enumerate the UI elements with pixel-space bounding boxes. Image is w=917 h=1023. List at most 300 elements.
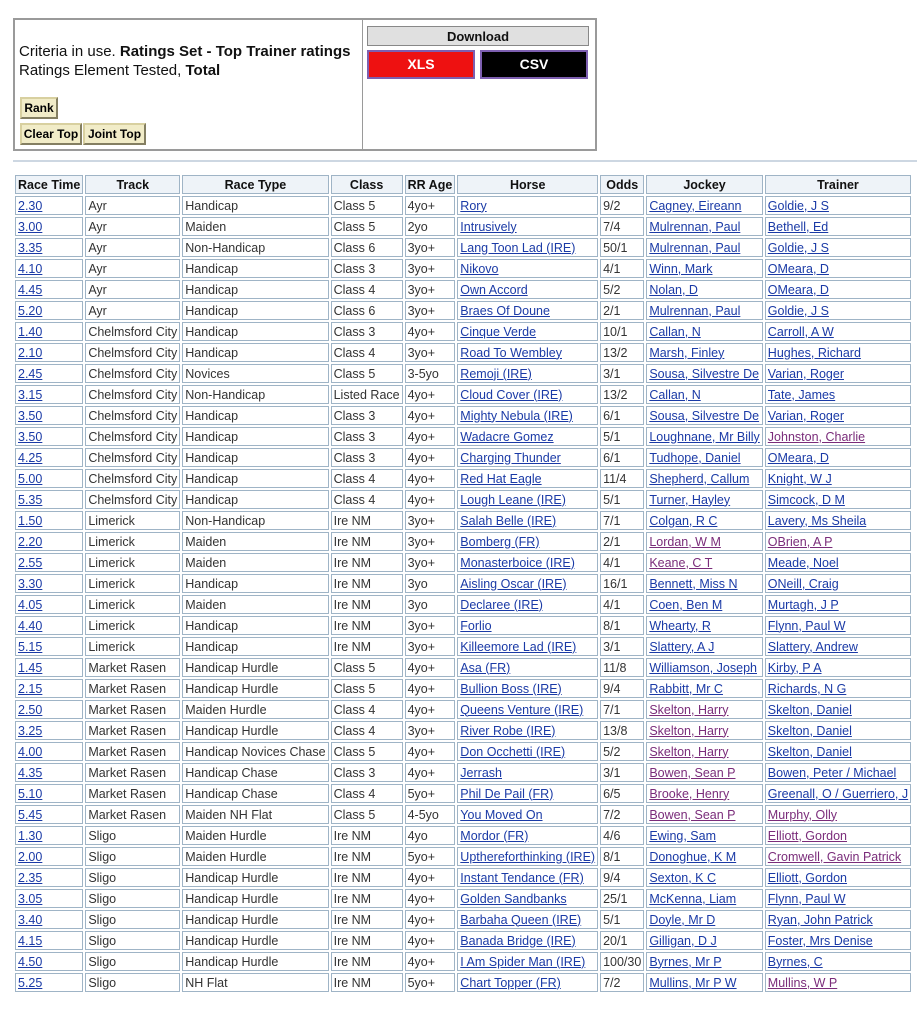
race-time-link[interactable]: 2.20 [18,534,43,549]
cell-odds: 4/1 [600,553,644,572]
cell-odds: 5/1 [600,910,644,929]
race-time-link[interactable]: 5.15 [18,639,43,654]
horse-link[interactable]: Mighty Nebula (IRE) [460,408,573,423]
horse-link[interactable]: Mordor (FR) [460,828,529,843]
trainer-link[interactable]: Skelton, Daniel [767,744,852,759]
race-time-link[interactable]: 5.25 [18,975,43,990]
header-odds[interactable]: Odds [600,175,644,194]
cell-jockey [646,511,762,530]
trainer-link[interactable]: Bethell, Ed [767,219,829,234]
jockey-link[interactable]: Donoghue, K M [649,849,737,864]
horse-link[interactable]: Asa (FR) [460,660,511,675]
cell-horse [457,721,598,740]
jockey-link[interactable]: Winn, Mark [649,261,713,276]
race-time-link[interactable]: 4.25 [18,450,43,465]
cell-track: Market Rasen [85,700,180,719]
cell-trainer [765,721,911,740]
cell-rr-age: 4yo+ [405,910,456,929]
trainer-link[interactable]: Varian, Roger [767,408,844,423]
trainer-link[interactable]: Hughes, Richard [767,345,861,360]
trainer-link[interactable]: Meade, Noel [767,555,839,570]
jockey-link[interactable]: Sexton, K C [649,870,717,885]
table-row [15,574,911,593]
cell-horse [457,616,598,635]
cell-class: Ire NM [331,952,403,971]
joint-top-button[interactable]: Joint Top [83,123,146,145]
horse-link[interactable]: Banada Bridge (IRE) [460,933,576,948]
clear-top-button[interactable]: Clear Top [20,123,82,145]
trainer-link[interactable]: Kirby, P A [767,660,822,675]
jockey-link[interactable]: Shepherd, Callum [649,471,750,486]
cell-jockey [646,448,762,467]
race-time-link[interactable]: 1.45 [18,660,43,675]
cell-race-time [15,406,83,425]
cell-race-type: Handicap [182,490,328,509]
trainer-link[interactable]: Mullins, W P [767,975,838,990]
race-time-link[interactable]: 4.45 [18,282,43,297]
horse-link[interactable]: Monasterboice (IRE) [460,555,575,570]
cell-rr-age: 4yo+ [405,427,456,446]
cell-odds: 13/8 [600,721,644,740]
jockey-link[interactable]: Loughnane, Mr Billy [649,429,760,444]
horse-link[interactable]: Rory [460,198,487,213]
header-trainer[interactable]: Trainer [765,175,911,194]
table-row [15,406,911,425]
jockey-link[interactable]: Mulrennan, Paul [649,303,741,318]
cell-horse [457,595,598,614]
header-rr-age[interactable]: RR Age [405,175,456,194]
horse-link[interactable]: Instant Tendance (FR) [460,870,584,885]
trainer-link[interactable]: OMeara, D [767,261,829,276]
race-time-link[interactable]: 2.45 [18,366,43,381]
cell-class: Ire NM [331,826,403,845]
race-time-link[interactable]: 2.15 [18,681,43,696]
race-time-link[interactable]: 5.45 [18,807,43,822]
cell-rr-age: 4yo+ [405,763,456,782]
horse-link[interactable]: Remoji (IRE) [460,366,532,381]
cell-horse [457,427,598,446]
race-time-link[interactable]: 5.00 [18,471,43,486]
cell-horse [457,700,598,719]
race-time-link[interactable]: 4.40 [18,618,43,633]
cell-horse [457,196,598,215]
jockey-link[interactable]: Brooke, Henry [649,786,730,801]
horse-link[interactable]: Wadacre Gomez [460,429,554,444]
jockey-link[interactable]: Cagney, Eireann [649,198,742,213]
cell-odds: 11/4 [600,469,644,488]
trainer-link[interactable]: Murtagh, J P [767,597,839,612]
jockey-link[interactable]: Keane, C T [649,555,713,570]
cell-class: Class 3 [331,427,403,446]
cell-odds: 9/4 [600,679,644,698]
criteria-text [19,42,350,80]
horse-link[interactable]: Cloud Cover (IRE) [460,387,563,402]
jockey-link[interactable]: Callan, N [649,324,701,339]
cell-class: Class 5 [331,196,403,215]
jockey-link[interactable]: Turner, Hayley [649,492,731,507]
horse-link[interactable]: You Moved On [460,807,543,822]
cell-jockey [646,742,762,761]
trainer-link[interactable]: Greenall, O / Guerriero, J [767,786,909,801]
cell-class: Class 5 [331,217,403,236]
jockey-link[interactable]: Mulrennan, Paul [649,219,741,234]
cell-trainer [765,868,911,887]
header-track[interactable]: Track [85,175,180,194]
trainer-link[interactable]: Ryan, John Patrick [767,912,873,927]
race-time-link[interactable]: 4.05 [18,597,43,612]
jockey-link[interactable]: Marsh, Finley [649,345,725,360]
cell-race-type: Non-Handicap [182,385,328,404]
horse-link[interactable]: Charging Thunder [460,450,561,465]
header-jockey[interactable]: Jockey [646,175,762,194]
trainer-link[interactable]: OMeara, D [767,450,829,465]
cell-track: Sligo [85,826,180,845]
race-time-link[interactable]: 3.30 [18,576,43,591]
jockey-link[interactable]: Nolan, D [649,282,698,297]
cell-track: Ayr [85,217,180,236]
jockey-link[interactable]: Ewing, Sam [649,828,717,843]
horse-link[interactable]: Queens Venture (IRE) [460,702,584,717]
horse-link[interactable]: Jerrash [460,765,502,780]
race-time-link[interactable]: 3.50 [18,408,43,423]
cell-class: Class 4 [331,469,403,488]
horse-link[interactable]: Own Accord [460,282,528,297]
cell-odds: 50/1 [600,238,644,257]
horse-link[interactable]: Chart Topper (FR) [460,975,561,990]
trainer-link[interactable]: Cromwell, Gavin Patrick [767,849,902,864]
horse-link[interactable]: Barbaha Queen (IRE) [460,912,582,927]
cell-race-time [15,427,83,446]
jockey-link[interactable]: Bowen, Sean P [649,765,736,780]
jockey-link[interactable]: Whearty, R [649,618,711,633]
trainer-link[interactable]: Murphy, Olly [767,807,838,822]
cell-race-time [15,196,83,215]
trainer-link[interactable]: Foster, Mrs Denise [767,933,873,948]
cell-race-time [15,469,83,488]
horse-link[interactable]: Aisling Oscar (IRE) [460,576,567,591]
cell-rr-age: 3yo [405,595,456,614]
horse-link[interactable]: Braes Of Doune [460,303,550,318]
horse-link[interactable]: Forlio [460,618,492,633]
race-time-link[interactable]: 4.35 [18,765,43,780]
cell-race-type: Handicap Novices Chase [182,742,328,761]
header-class[interactable]: Class [331,175,403,194]
race-time-link[interactable]: 2.55 [18,555,43,570]
cell-race-type: Handicap Hurdle [182,931,328,950]
cell-odds: 3/1 [600,763,644,782]
cell-odds: 9/4 [600,868,644,887]
cell-track: Chelmsford City [85,490,180,509]
jockey-link[interactable]: Colgan, R C [649,513,718,528]
cell-rr-age: 4yo+ [405,679,456,698]
cell-track: Sligo [85,889,180,908]
header-horse[interactable]: Horse [457,175,598,194]
jockey-link[interactable]: Lordan, W M [649,534,721,549]
trainer-link[interactable]: Goldie, J S [767,198,829,213]
cell-jockey [646,889,762,908]
trainer-link[interactable]: Simcock, D M [767,492,845,507]
xls-download-button[interactable]: XLS [367,50,475,79]
trainer-link[interactable]: Byrnes, C [767,954,823,969]
cell-track: Sligo [85,931,180,950]
jockey-link[interactable]: Gilligan, D J [649,933,717,948]
jockey-link[interactable]: Williamson, Joseph [649,660,757,675]
table-row [15,679,911,698]
jockey-link[interactable]: Bennett, Miss N [649,576,738,591]
cell-horse [457,364,598,383]
race-time-link[interactable]: 3.05 [18,891,43,906]
cell-race-type: Handicap [182,427,328,446]
cell-jockey [646,490,762,509]
table-row [15,868,911,887]
cell-trainer [765,280,911,299]
jockey-link[interactable]: Tudhope, Daniel [649,450,741,465]
cell-odds: 6/1 [600,406,644,425]
jockey-link[interactable]: Skelton, Harry [649,744,729,759]
cell-race-type: Maiden [182,553,328,572]
cell-odds: 10/1 [600,322,644,341]
race-time-link[interactable]: 4.15 [18,933,43,948]
cell-odds: 25/1 [600,889,644,908]
cell-track: Market Rasen [85,721,180,740]
cell-jockey [646,721,762,740]
race-time-link[interactable]: 4.50 [18,954,43,969]
cell-track: Sligo [85,952,180,971]
cell-race-time [15,763,83,782]
table-row [15,784,911,803]
cell-trainer [765,406,911,425]
race-time-link[interactable]: 1.50 [18,513,43,528]
trainer-link[interactable]: Goldie, J S [767,303,829,318]
race-time-link[interactable]: 2.00 [18,849,43,864]
horse-link[interactable]: Killeemore Lad (IRE) [460,639,577,654]
race-time-link[interactable]: 1.30 [18,828,43,843]
horse-link[interactable]: Golden Sandbanks [460,891,567,906]
cell-trainer [765,301,911,320]
race-time-link[interactable]: 1.40 [18,324,43,339]
cell-horse [457,973,598,992]
cell-odds: 2/1 [600,301,644,320]
race-time-link[interactable]: 5.35 [18,492,43,507]
cell-horse [457,868,598,887]
cell-race-type: Handicap [182,406,328,425]
trainer-link[interactable]: ONeill, Craig [767,576,839,591]
cell-odds: 4/1 [600,595,644,614]
jockey-link[interactable]: Mullins, Mr P W [649,975,737,990]
cell-rr-age: 4yo+ [405,868,456,887]
cell-rr-age: 3yo+ [405,511,456,530]
trainer-link[interactable]: Skelton, Daniel [767,702,852,717]
table-row [15,196,911,215]
trainer-link[interactable]: Carroll, A W [767,324,834,339]
jockey-link[interactable]: Byrnes, Mr P [649,954,722,969]
race-time-link[interactable]: 3.40 [18,912,43,927]
horse-link[interactable]: Phil De Pail (FR) [460,786,554,801]
cell-class: Class 6 [331,238,403,257]
horse-link[interactable]: Road To Wembley [460,345,562,360]
cell-race-time [15,721,83,740]
table-row [15,700,911,719]
cell-trainer [765,910,911,929]
table-row [15,952,911,971]
jockey-link[interactable]: Bowen, Sean P [649,807,736,822]
cell-race-type: Handicap Hurdle [182,721,328,740]
cell-odds: 6/1 [600,448,644,467]
race-time-link[interactable]: 2.50 [18,702,43,717]
cell-jockey [646,868,762,887]
download-section [363,20,595,82]
horse-link[interactable]: Lang Toon Lad (IRE) [460,240,576,255]
cell-rr-age: 4yo+ [405,931,456,950]
trainer-link[interactable]: Elliott, Gordon [767,870,848,885]
horse-link[interactable]: Bullion Boss (IRE) [460,681,562,696]
cell-race-time [15,658,83,677]
cell-trainer [765,427,911,446]
trainer-link[interactable]: Johnston, Charlie [767,429,866,444]
race-time-link[interactable]: 3.35 [18,240,43,255]
cell-class: Ire NM [331,889,403,908]
cell-race-time [15,973,83,992]
cell-rr-age: 4yo+ [405,742,456,761]
trainer-link[interactable]: Goldie, J S [767,240,829,255]
race-time-link[interactable]: 4.00 [18,744,43,759]
cell-trainer [765,973,911,992]
horse-link[interactable]: I Am Spider Man (IRE) [460,954,586,969]
race-time-link[interactable]: 5.20 [18,303,43,318]
race-time-link[interactable]: 4.10 [18,261,43,276]
trainer-link[interactable]: OBrien, A P [767,534,833,549]
cell-race-time [15,364,83,383]
cell-class: Ire NM [331,532,403,551]
cell-trainer [765,595,911,614]
trainer-link[interactable]: Tate, James [767,387,836,402]
trainer-link[interactable]: OMeara, D [767,282,829,297]
cell-race-time [15,784,83,803]
table-row [15,532,911,551]
cell-race-type: Handicap Chase [182,784,328,803]
cell-horse [457,259,598,278]
jockey-link[interactable]: Mulrennan, Paul [649,240,741,255]
horse-link[interactable]: Bomberg (FR) [460,534,540,549]
cell-trainer [765,952,911,971]
trainer-link[interactable]: Varian, Roger [767,366,844,381]
cell-race-time [15,448,83,467]
cell-odds: 3/1 [600,364,644,383]
cell-trainer [765,889,911,908]
cell-race-type: Handicap [182,616,328,635]
rank-button[interactable]: Rank [20,97,58,119]
jockey-link[interactable]: Sousa, Silvestre De [649,408,760,423]
cell-track: Chelmsford City [85,385,180,404]
trainer-link[interactable]: Lavery, Ms Sheila [767,513,867,528]
cell-track: Ayr [85,238,180,257]
jockey-link[interactable]: Slattery, A J [649,639,715,654]
cell-horse [457,511,598,530]
race-time-link[interactable]: 3.00 [18,219,43,234]
cell-rr-age: 3-5yo [405,364,456,383]
jockey-link[interactable]: Coen, Ben M [649,597,723,612]
cell-race-time [15,679,83,698]
trainer-link[interactable]: Slattery, Andrew [767,639,858,654]
cell-track: Limerick [85,511,180,530]
jockey-link[interactable]: Rabbitt, Mr C [649,681,723,696]
cell-jockey [646,826,762,845]
header-race-type[interactable]: Race Type [182,175,328,194]
race-time-link[interactable]: 2.30 [18,198,43,213]
cell-race-time [15,889,83,908]
cell-rr-age: 4yo+ [405,469,456,488]
cell-rr-age: 4yo [405,826,456,845]
jockey-link[interactable]: Doyle, Mr D [649,912,716,927]
cell-race-time [15,742,83,761]
race-time-link[interactable]: 2.35 [18,870,43,885]
horse-link[interactable]: Nikovo [460,261,499,276]
trainer-link[interactable]: Flynn, Paul W [767,891,846,906]
cell-race-type: Handicap Hurdle [182,658,328,677]
cell-rr-age: 4yo+ [405,889,456,908]
race-time-link[interactable]: 2.10 [18,345,43,360]
horse-link[interactable]: Intrusively [460,219,517,234]
jockey-link[interactable]: Skelton, Harry [649,702,729,717]
table-row [15,658,911,677]
race-time-link[interactable]: 3.25 [18,723,43,738]
cell-race-time [15,805,83,824]
trainer-link[interactable]: Skelton, Daniel [767,723,852,738]
horse-link[interactable]: River Robe (IRE) [460,723,556,738]
cell-jockey [646,385,762,404]
trainer-link[interactable]: Bowen, Peter / Michael [767,765,897,780]
trainer-link[interactable]: Flynn, Paul W [767,618,846,633]
horse-link[interactable]: Lough Leane (IRE) [460,492,566,507]
cell-race-time [15,217,83,236]
horse-link[interactable]: Cinque Verde [460,324,537,339]
race-time-link[interactable]: 3.15 [18,387,43,402]
cell-race-time [15,931,83,950]
cell-jockey [646,805,762,824]
cell-race-type: Maiden Hurdle [182,700,328,719]
cell-class: Ire NM [331,574,403,593]
jockey-link[interactable]: Skelton, Harry [649,723,729,738]
cell-track: Market Rasen [85,742,180,761]
jockey-link[interactable]: Sousa, Silvestre De [649,366,760,381]
csv-download-button[interactable]: CSV [480,50,588,79]
cell-jockey [646,679,762,698]
horse-link[interactable]: Salah Belle (IRE) [460,513,557,528]
cell-odds: 5/2 [600,280,644,299]
jockey-link[interactable]: McKenna, Liam [649,891,737,906]
cell-track: Chelmsford City [85,406,180,425]
horse-link[interactable]: Red Hat Eagle [460,471,542,486]
race-time-link[interactable]: 5.10 [18,786,43,801]
jockey-link[interactable]: Callan, N [649,387,701,402]
header-race-time[interactable]: Race Time [15,175,83,194]
cell-trainer [765,637,911,656]
cell-rr-age: 3yo+ [405,616,456,635]
trainer-link[interactable]: Richards, N G [767,681,847,696]
cell-horse [457,448,598,467]
divider [13,160,917,162]
cell-rr-age: 3yo+ [405,721,456,740]
table-row [15,616,911,635]
horse-link[interactable]: Declaree (IRE) [460,597,543,612]
race-time-link[interactable]: 3.50 [18,429,43,444]
trainer-link[interactable]: Elliott, Gordon [767,828,848,843]
horse-link[interactable]: Upthereforthinking (IRE) [460,849,596,864]
trainer-link[interactable]: Knight, W J [767,471,832,486]
horse-link[interactable]: Don Occhetti (IRE) [460,744,566,759]
table-body [15,196,911,992]
cell-race-type: Handicap Hurdle [182,868,328,887]
